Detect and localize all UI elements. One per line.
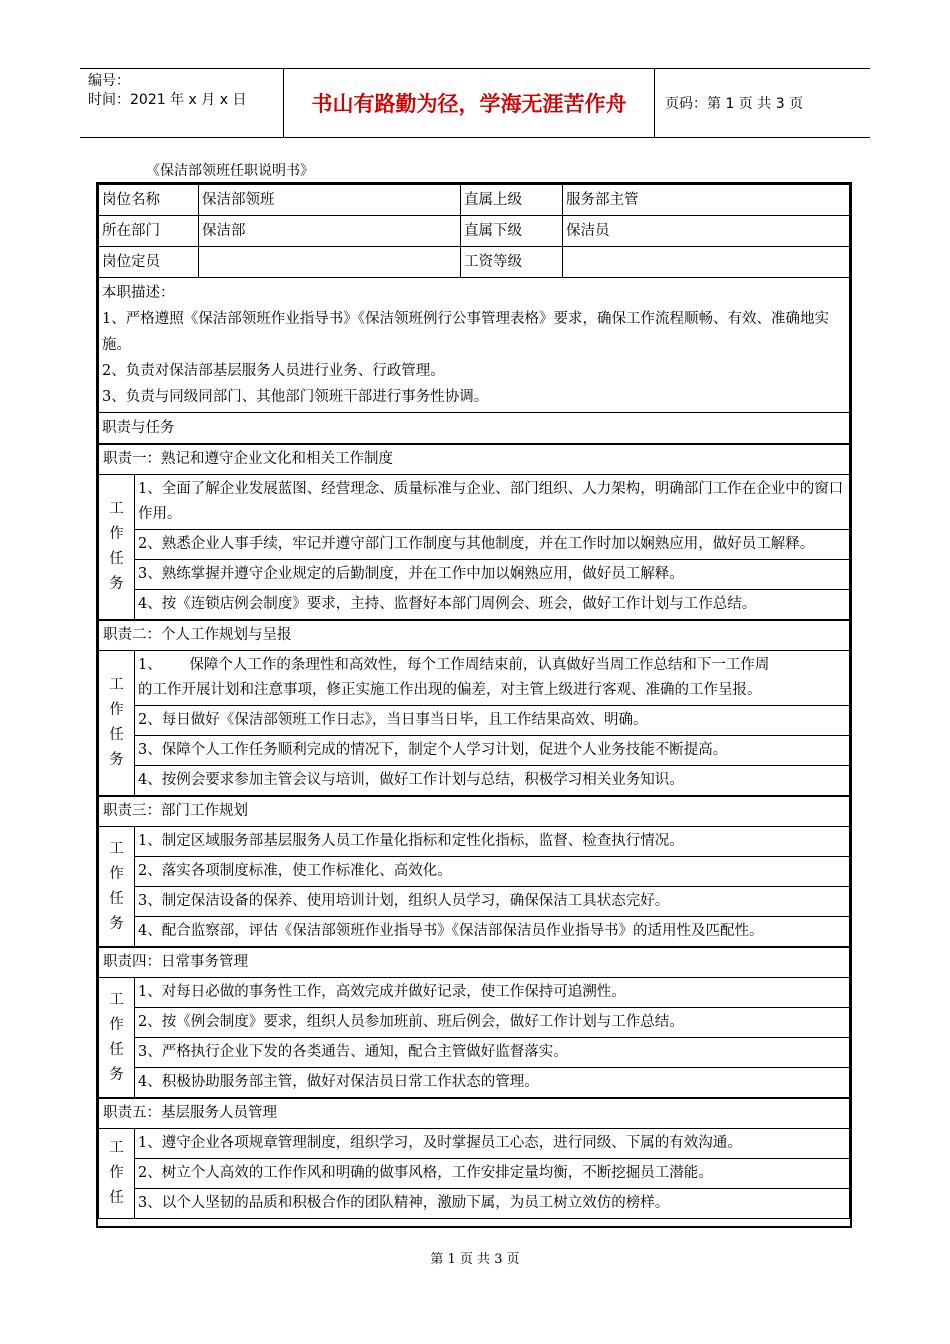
- duty-item: 2、每日做好《保洁部领班工作日志》，当日事当日毕，且工作结果高效、明确。: [135, 706, 850, 736]
- duty-item: 1、对每日必做的事务性工作，高效完成并做好记录，使工作保持可追溯性。: [135, 978, 850, 1008]
- duty-block: [98, 796, 850, 947]
- info-key: 工资等级: [461, 247, 563, 278]
- duty-item: 3、熟练掌握并遵守企业规定的后勤制度，并在工作中加以娴熟应用，做好员工解释。: [135, 560, 850, 590]
- info-value: [199, 247, 461, 278]
- work-task-label: 工 作 任 务: [99, 827, 135, 947]
- info-key: 岗位定员: [99, 247, 199, 278]
- duty-item: 3、制定保洁设备的保养、使用培训计划，组织人员学习，确保保洁工具状态完好。: [135, 887, 850, 917]
- duty-block: [98, 444, 850, 620]
- work-task-label: 工 作 任 务: [99, 978, 135, 1098]
- duty-block: [98, 620, 850, 796]
- work-task-label: 工 作 任 务: [99, 651, 135, 796]
- duty-item: 2、按《例会制度》要求，组织人员参加班前、班后例会，做好工作计划与工作总结。: [135, 1008, 850, 1038]
- info-value: [563, 247, 850, 278]
- duty-item: 1、制定区域服务部基层服务人员工作量化指标和定性化指标，监督、检查执行情况。: [135, 827, 850, 857]
- duty-title: 职责二：个人工作规划与呈报: [99, 621, 850, 651]
- page-footer: 第 1 页 共 3 页: [430, 1252, 520, 1267]
- duty-item: 1、全面了解企业发展蓝图、经营理念、质量标准与企业、部门组织、人力架构，明确部门工作在企业中的窗口作用。: [135, 475, 850, 530]
- code-label: 编号：: [88, 73, 130, 89]
- description-title: 本职描述：: [102, 285, 175, 301]
- duty-item: 3、保障个人工作任务顺利完成的情况下，制定个人学习计划，促进个人业务技能不断提高。: [135, 736, 850, 766]
- duty-item: 1、遵守企业各项规章管理制度，组织学习，及时掌握员工心态，进行同级、下属的有效沟通。: [135, 1129, 850, 1159]
- duty-item: 4、按《连锁店例会制度》要求，主持、监督好本部门周例会、班会，做好工作计划与工作总结。: [135, 590, 850, 620]
- info-value: 保洁部: [199, 216, 461, 247]
- duty-item: 2、树立个人高效的工作作风和明确的做事风格，工作安排定量均衡，不断挖掘员工潜能。: [135, 1159, 850, 1189]
- duty-title: 职责四：日常事务管理: [99, 948, 850, 978]
- duty-title: 职责三：部门工作规划: [99, 797, 850, 827]
- description-line: 3、负责与同级同部门、其他部门领班干部进行事务性协调。: [102, 389, 489, 405]
- info-row: [99, 185, 850, 216]
- document-title: 《保洁部领班任职说明书》: [146, 163, 314, 179]
- header-motto: 书山有路勤为径，学海无涯苦作舟: [284, 69, 655, 137]
- duty-item: 1、 保障个人工作的条理性和高效性，每个工作周结束前，认真做好当周工作总结和下一工作周 的工作开展计划和注意事项，修正实施工作出现的偏差，对主管上级进行客观、准确的工作呈报。: [135, 651, 850, 706]
- info-key: 直属下级: [461, 216, 563, 247]
- duty-item: 2、熟悉企业人事手续，牢记并遵守部门工作制度与其他制度，并在工作时加以娴熟应用，做好员工解释。: [135, 530, 850, 560]
- work-task-label: 工 作 任 务: [99, 475, 135, 620]
- duty-item: 4、按例会要求参加主管会议与培训，做好工作计划与总结，积极学习相关业务知识。: [135, 766, 850, 796]
- work-task-label: 工 作 任: [99, 1129, 135, 1219]
- section-title: 职责与任务: [99, 413, 850, 444]
- duty-title: 职责五：基层服务人员管理: [99, 1099, 850, 1129]
- duty-item: 4、配合监察部，评估《保洁部领班作业指导书》《保洁部保洁员作业指导书》的适用性及匹配性。: [135, 917, 850, 947]
- page-indicator: 页码：第 1 页 共 3 页: [665, 96, 804, 112]
- duty-title: 职责一：熟记和遵守企业文化和相关工作制度: [99, 445, 850, 475]
- duty-item: 2、落实各项制度标准，使工作标准化、高效化。: [135, 857, 850, 887]
- duty-block: [98, 947, 850, 1098]
- info-row: [99, 216, 850, 247]
- duty-item: 4、积极协助服务部主管，做好对保洁员日常工作状态的管理。: [135, 1068, 850, 1098]
- duty-item: 3、以个人坚韧的品质和积极合作的团队精神，激励下属，为员工树立效仿的榜样。: [135, 1189, 850, 1219]
- info-key: 岗位名称: [99, 185, 199, 216]
- job-description: [99, 278, 850, 413]
- info-value: 服务部主管: [563, 185, 850, 216]
- duty-block: [98, 1098, 850, 1219]
- header-meta: [80, 69, 284, 137]
- info-value: 保洁部领班: [199, 185, 461, 216]
- info-row: [99, 247, 850, 278]
- info-key: 所在部门: [99, 216, 199, 247]
- description-line: 2、负责对保洁部基层服务人员进行业务、行政管理。: [102, 363, 445, 379]
- info-value: 保洁员: [563, 216, 850, 247]
- page-header: [80, 68, 870, 138]
- time-label: 时间：2021 年 x 月 x 日: [88, 92, 247, 108]
- duty-item: 3、严格执行企业下发的各类通告、通知，配合主管做好监督落实。: [135, 1038, 850, 1068]
- description-line: 1、严格遵照《保洁部领班作业指导书》《保洁领班例行公事管理表格》要求，确保工作流程顺畅、有效、准确地实施。: [102, 311, 829, 353]
- job-description-table: [96, 182, 852, 1228]
- info-key: 直属上级: [461, 185, 563, 216]
